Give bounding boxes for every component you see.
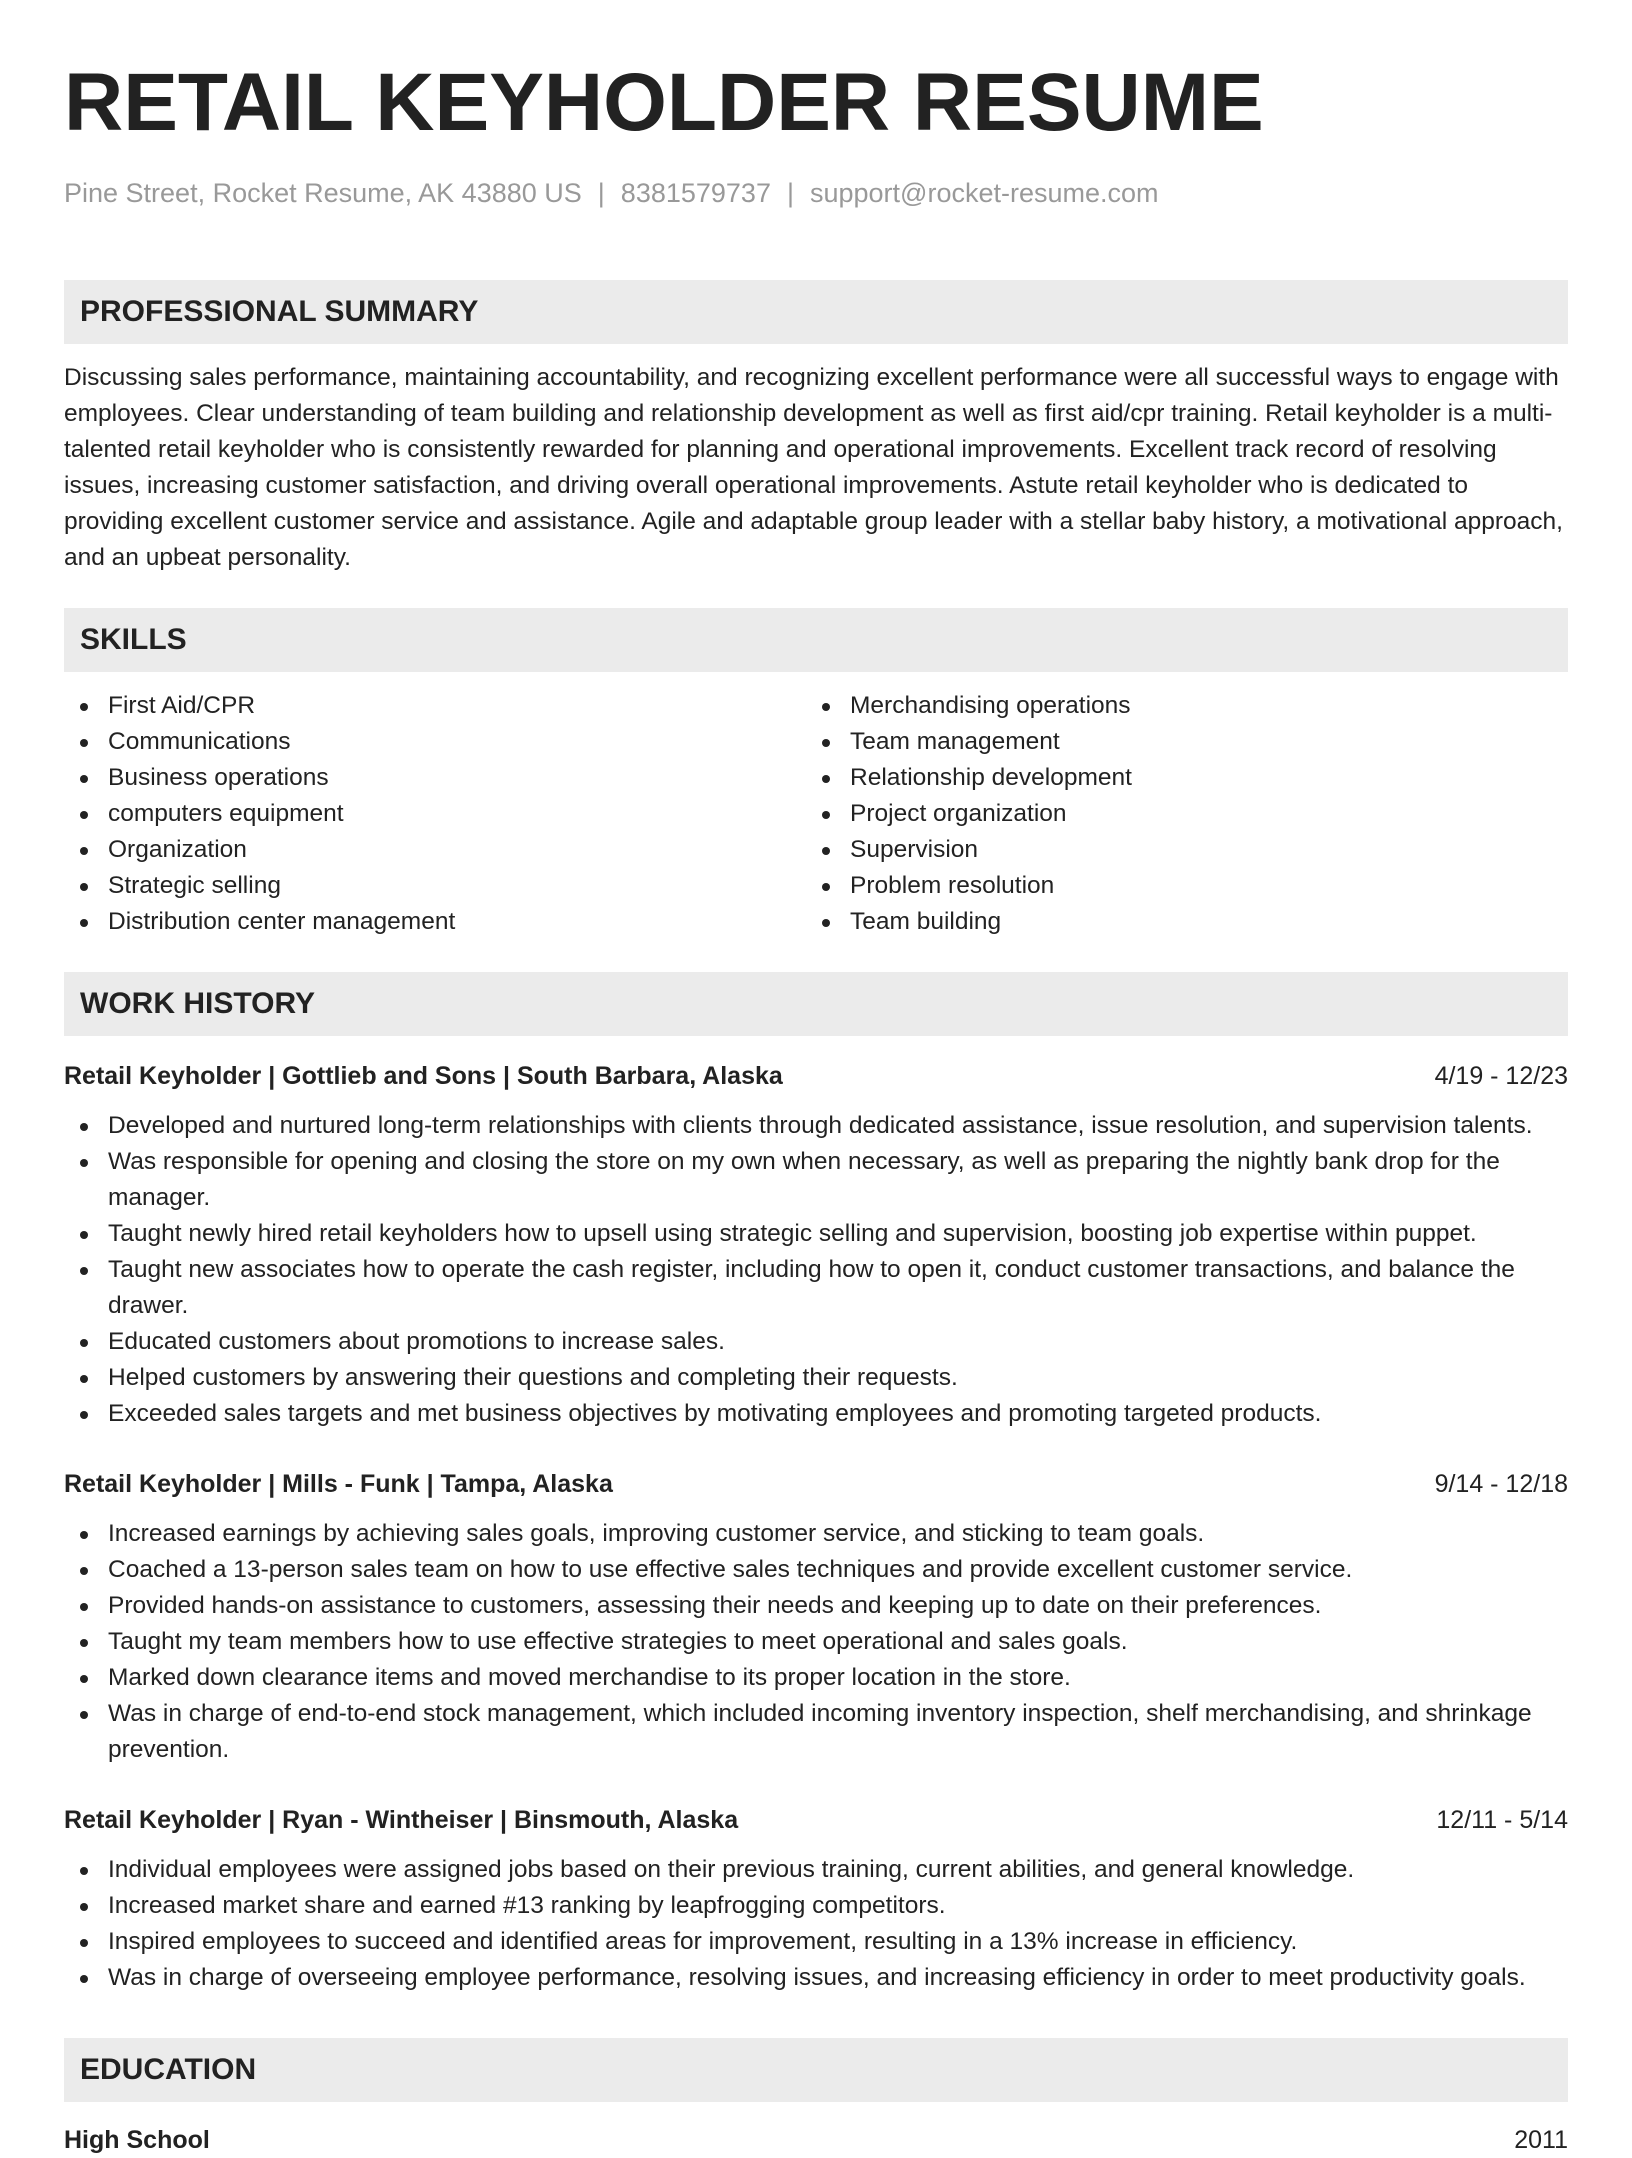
contact-address: Pine Street, Rocket Resume, AK 43880 US [64,178,582,208]
summary-paragraph: Discussing sales performance, maintaining accountability, and recognizing excellent performance were all successful ways to engage with employees. Clear understanding of team building and relationship development as well as first aid/cpr training. Retail keyholder is a multi-talented retail keyholder who is consistently rewarded for planning and operational improvements. Excellent track record of resolving issues, increasing customer satisfaction, and driving overall operational improvements. Astute retail keyholder who is dedicated to providing excellent customer service and assistance. Agile and adaptable group leader with a stellar baby history, a motivational approach, and an upbeat personality. [64,364,1563,571]
section-header-education: EDUCATION [64,2038,1568,2102]
job-heading-line [64,1802,1568,1838]
job-bullet: Coached a 13-person sales team on how to use effective sales techniques and provide excellent customer service. [64,1552,1568,1588]
job-bullet: Was in charge of overseeing employee performance, resolving issues, and increasing efficiency in order to meet productivity goals. [64,1960,1568,1996]
job-dates: 12/11 - 5/14 [1436,1806,1568,1834]
job-bullet: Taught newly hired retail keyholders how to upsell using strategic selling and supervision, boosting job expertise within puppet. [64,1216,1568,1252]
skill-item: Project organization [806,796,1548,832]
job-entry [64,1466,1568,1768]
job-bullet-list [64,1516,1568,1768]
job-title: Retail Keyholder | Ryan - Wintheiser | Binsmouth, Alaska [64,1806,739,1834]
page-title: RETAIL KEYHOLDER RESUME [64,57,1264,148]
job-dates: 9/14 - 12/18 [1434,1470,1568,1498]
job-heading-line [64,1466,1568,1502]
job-bullet: Individual employees were assigned jobs based on their previous training, current abilities, and general knowledge. [64,1852,1568,1888]
education-year: 2011 [1514,2126,1568,2154]
contact-separator: | [597,178,605,208]
job-heading-line [64,1058,1568,1094]
job-bullet: Exceeded sales targets and met business objectives by motivating employees and promoting targeted products. [64,1396,1568,1432]
skill-item: Problem resolution [806,868,1548,904]
job-bullet-list [64,1108,1568,1432]
job-bullet: Increased market share and earned #13 ranking by leapfrogging competitors. [64,1888,1568,1924]
job-title: Retail Keyholder | Mills - Funk | Tampa, Alaska [64,1470,613,1498]
education-school: High School [64,2126,210,2154]
skill-item: Team management [806,724,1548,760]
job-bullet-list [64,1852,1568,1996]
skill-item: Merchandising operations [806,688,1548,724]
skills-grid [64,688,1568,940]
job-bullet: Was responsible for opening and closing the store on my own when necessary, as well as preparing the nightly bank drop for the manager. [64,1144,1568,1216]
section-header-skills: SKILLS [64,608,1568,672]
job-bullet: Increased earnings by achieving sales goals, improving customer service, and sticking to team goals. [64,1516,1568,1552]
education-entry [64,2122,1568,2158]
section-header-work-history: WORK HISTORY [64,972,1568,1036]
job-title: Retail Keyholder | Gottlieb and Sons | South Barbara, Alaska [64,1062,783,1090]
job-entry [64,1058,1568,1432]
job-bullet: Educated customers about promotions to increase sales. [64,1324,1568,1360]
job-dates: 4/19 - 12/23 [1434,1062,1568,1090]
section-header-summary: PROFESSIONAL SUMMARY [64,280,1568,344]
contact-line [64,176,1568,210]
job-bullet: Helped customers by answering their questions and completing their requests. [64,1360,1568,1396]
skill-item: First Aid/CPR [64,688,806,724]
contact-separator: | [786,178,794,208]
skills-column-right [806,688,1548,940]
job-entry [64,1802,1568,1996]
job-bullet: Taught new associates how to operate the cash register, including how to open it, conduct customer transactions, and balance the drawer. [64,1252,1568,1324]
job-bullet: Was in charge of end-to-end stock management, which included incoming inventory inspection, shelf merchandising, and shrinkage prevention. [64,1696,1568,1768]
job-bullet: Developed and nurtured long-term relationships with clients through dedicated assistance, issue resolution, and supervision talents. [64,1108,1568,1144]
job-bullet: Provided hands-on assistance to customers, assessing their needs and keeping up to date on their preferences. [64,1588,1568,1624]
skills-column-left [64,688,806,940]
skill-item: Team building [806,904,1548,940]
skill-item: Strategic selling [64,868,806,904]
skill-item: Organization [64,832,806,868]
job-bullet: Inspired employees to succeed and identified areas for improvement, resulting in a 13% increase in efficiency. [64,1924,1568,1960]
job-bullet: Marked down clearance items and moved merchandise to its proper location in the store. [64,1660,1568,1696]
skill-item: Relationship development [806,760,1548,796]
skill-item: Business operations [64,760,806,796]
contact-phone: 8381579737 [620,178,771,208]
skill-item: Communications [64,724,806,760]
contact-email: support@rocket-resume.com [809,178,1159,208]
skill-item: Supervision [806,832,1548,868]
skill-item: Distribution center management [64,904,806,940]
skill-item: computers equipment [64,796,806,832]
job-bullet: Taught my team members how to use effective strategies to meet operational and sales goals. [64,1624,1568,1660]
